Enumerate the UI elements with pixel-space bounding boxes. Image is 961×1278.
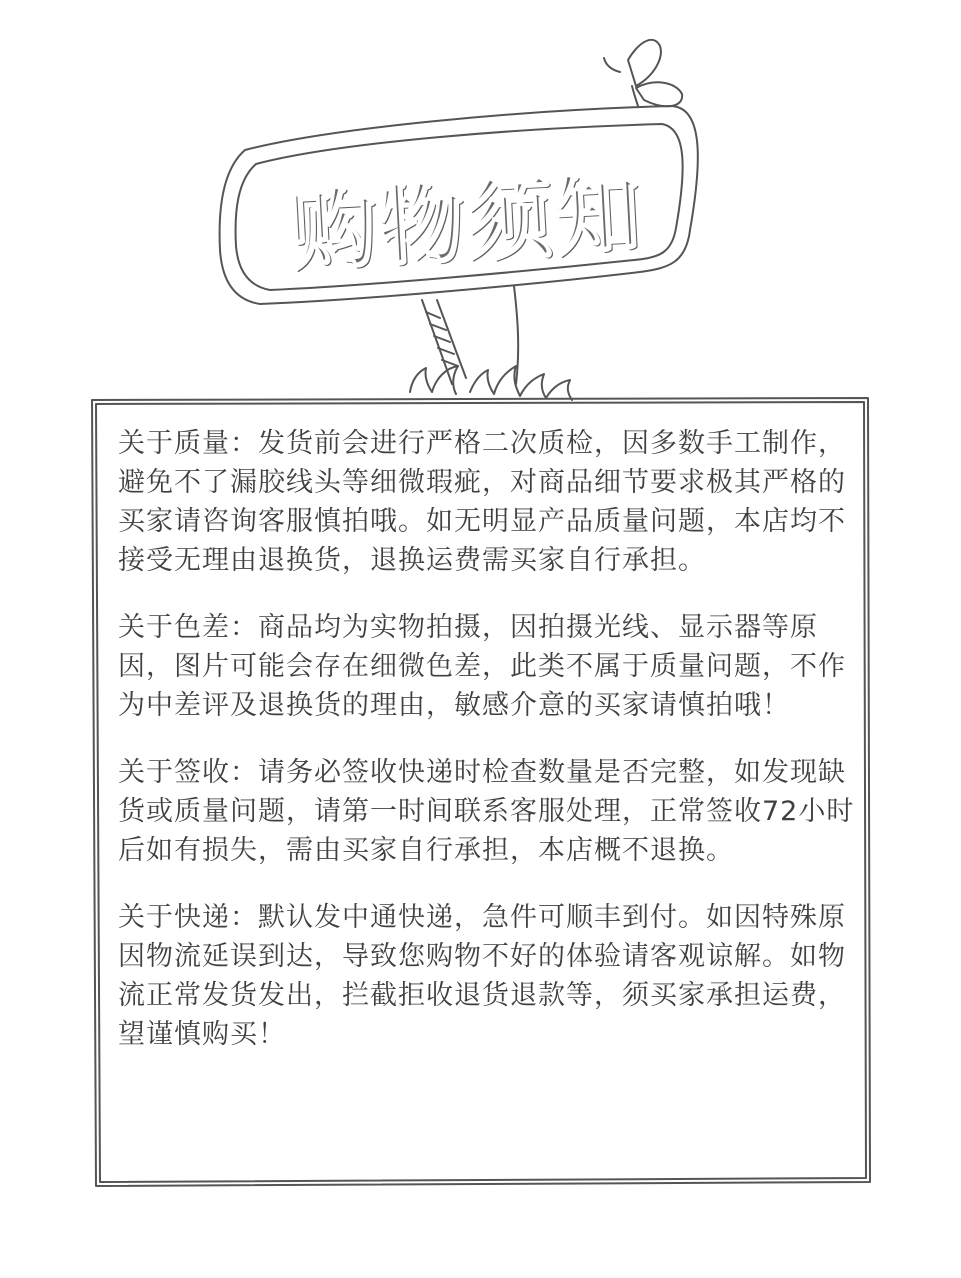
section-text-color: 商品均为实物拍摄，因拍摄光线、显示器等原因，图片可能会存在细微色差，此类不属于质量问题，不作为中差评及退换货的理由，敏感介意的买家请慎拍哦！ [118,612,846,721]
section-quality [118,424,858,580]
notice-content [118,424,858,1082]
section-heading-quality: 关于质量： [118,428,258,459]
section-text-signing: 请务必签收快递时检查数量是否完整，如发现缺货或质量问题，请第一时间联系客服处理，正常签收72小时后如有损失，需由买家自行承担，本店概不退换。 [118,757,855,866]
section-text-delivery: 默认发中通快递，急件可顺丰到付。如因特殊原因物流延误到达，导致您购物不好的体验请客观谅解。如物流正常发货发出，拦截拒收退货退款等，须买家承担运费，望谨慎购买！ [118,902,846,1050]
section-color [118,608,858,725]
section-text-quality: 发货前会进行严格二次质检，因多数手工制作，避免不了漏胶线头等细微瑕疵，对商品细节要求极其严格的买家请咨询客服慎拍哦。如无明显产品质量问题，本店均不接受无理由退换货，退换运费需买家自行承担。 [118,428,846,576]
section-signing [118,753,858,870]
section-heading-color: 关于色差： [118,612,258,643]
section-heading-signing: 关于签收： [118,757,258,788]
section-heading-delivery: 关于快递： [118,902,258,933]
section-delivery [118,898,858,1054]
page-title: 购物须知 [286,162,644,283]
butterfly-icon [604,40,682,106]
